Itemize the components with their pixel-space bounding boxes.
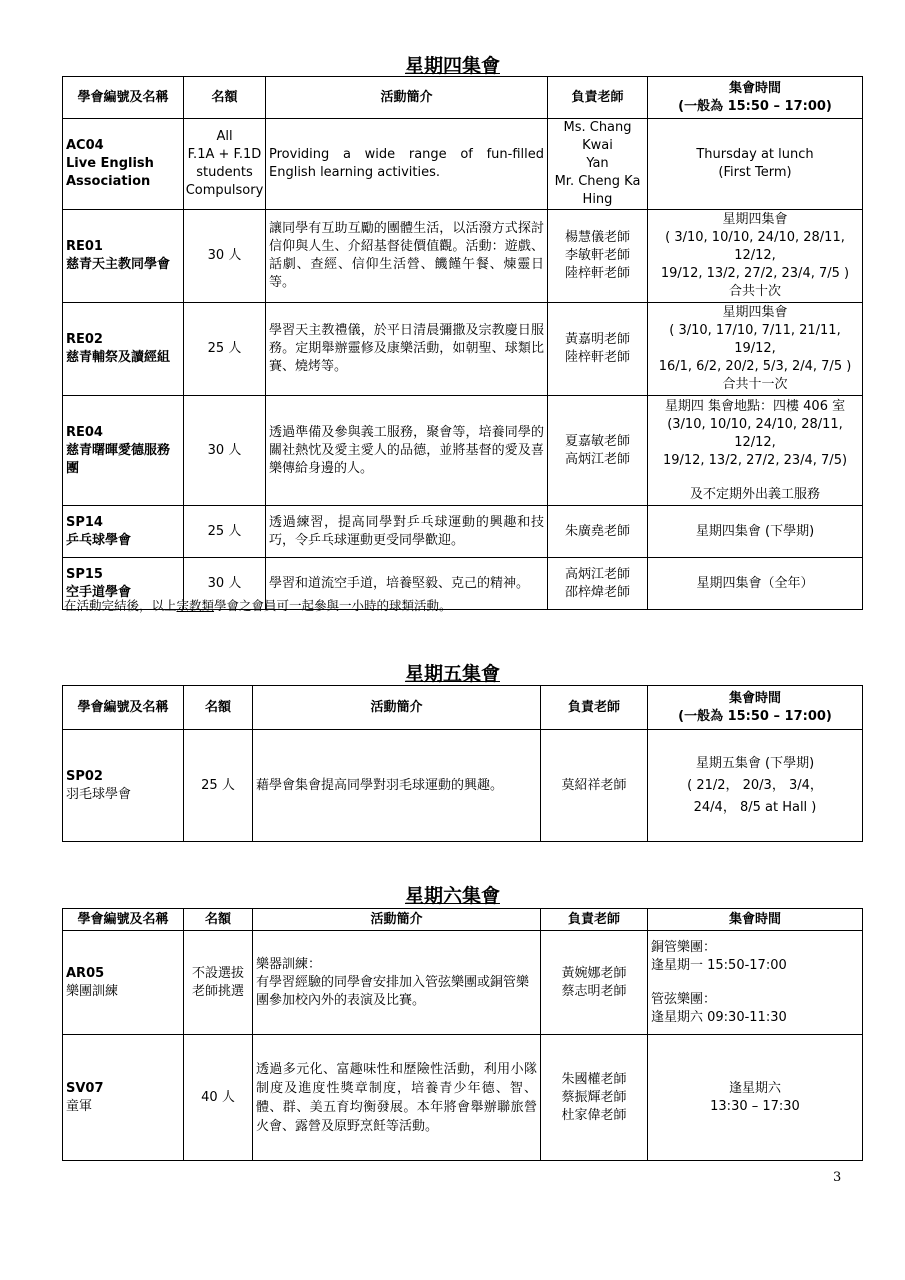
quota-cell: 30 人 [184, 210, 266, 303]
time-line: 管弦樂團： [651, 991, 717, 1007]
note-text: 在活動完結後，以上 [64, 598, 177, 613]
time-line: 13:30 – 17:30 [710, 1098, 800, 1114]
club-cell [63, 119, 184, 210]
time-cell [648, 119, 863, 210]
table-row [63, 396, 863, 506]
club-code: SP15 [66, 566, 103, 582]
time-line: ( 3/10, 10/10, 24/10, 28/11, 12/12, [665, 230, 845, 263]
intro-cell [253, 931, 541, 1035]
header-code-name: 學會編號及名稱 [63, 77, 184, 119]
header-intro: 活動簡介 [253, 686, 541, 730]
time-line: 星期四 集會地點：四樓 406 室 [664, 398, 846, 414]
time-cell [648, 210, 863, 303]
header-teacher: 負責老師 [548, 77, 648, 119]
teacher-line: 蔡志明老師 [561, 983, 627, 999]
table-row [63, 210, 863, 303]
time-cell [648, 931, 863, 1035]
club-cell [63, 303, 184, 396]
teacher-line: Hing [582, 192, 613, 207]
table-row [63, 1035, 863, 1161]
thursday-note [64, 598, 452, 614]
teacher-line: 陸梓軒老師 [564, 350, 630, 365]
time-line: 19/12, 13/2, 27/2, 23/4, 7/5 ) [660, 266, 850, 281]
header-quota: 名額 [184, 686, 253, 730]
teacher-cell [541, 931, 648, 1035]
header-teacher: 負責老師 [541, 909, 648, 931]
time-cell [648, 558, 863, 610]
time-line: 24/4， 8/5 at Hall ) [693, 799, 817, 815]
intro-line: 有學習經驗的同學會安排加入管弦樂團或銅管樂團參加校內外的表演及比賽。 [256, 974, 530, 1008]
intro-cell: 讓同學有互助互勵的團體生活，以活潑方式探討信仰與人生、介紹基督徒價值觀。活動：遊戲、話劇、查經、信仰生活營、饑饉午餐、煉靈日等。 [266, 210, 548, 303]
teacher-line: 楊慧儀老師 [564, 230, 630, 245]
club-code: AR05 [66, 965, 105, 981]
teacher-line: 杜家偉老師 [561, 1107, 627, 1123]
time-cell [648, 1035, 863, 1161]
saturday-table [62, 908, 863, 1161]
time-line: (3/10, 10/10, 24/10, 28/11, 12/12, [667, 416, 843, 450]
quota-cell: 25 人 [184, 303, 266, 396]
club-code: SP02 [66, 768, 103, 784]
club-cell [63, 506, 184, 558]
header-quota: 名額 [184, 77, 266, 119]
teacher-line: 黃嘉明老師 [564, 332, 630, 347]
thursday-title: 星期四集會 [404, 55, 500, 77]
thursday-table [62, 76, 863, 610]
header-time-label: 集會時間 [728, 80, 781, 96]
club-name-line: Live English [66, 156, 154, 171]
time-cell [648, 396, 863, 506]
quota-cell [184, 931, 253, 1035]
header-code-name: 學會編號及名稱 [63, 686, 184, 730]
time-line: 合共十次 [728, 284, 781, 299]
teacher-line: 邵梓煒老師 [564, 584, 630, 600]
table-row [63, 119, 863, 210]
time-line: 銅管樂團： [651, 939, 717, 955]
header-code-name: 學會編號及名稱 [63, 909, 184, 931]
quota-line: F.1A + F.1D [187, 147, 262, 162]
intro-cell: 透過練習，提高同學對乒乓球運動的興趣和技巧，令乒乓球運動更受同學歡迎。 [266, 506, 548, 558]
time-line: ( 21/2， 20/3， 3/4， [687, 777, 823, 793]
club-cell [63, 931, 184, 1035]
quota-cell: 30 人 [184, 558, 266, 610]
quota-cell: 25 人 [184, 506, 266, 558]
header-time [648, 686, 863, 730]
header-teacher: 負責老師 [541, 686, 648, 730]
time-line: ( 3/10, 17/10, 7/11, 21/11, 19/12, [669, 323, 841, 356]
quota-line: students [196, 165, 253, 180]
teacher-cell [548, 506, 648, 558]
header-time-label: 集會時間 [728, 690, 781, 706]
club-name: 童軍 [66, 1098, 93, 1114]
time-line: 逢星期一 15:50-17:00 [651, 957, 787, 973]
club-name: 慈青天主教同學會 [66, 257, 171, 272]
teacher-line: 黃婉娜老師 [561, 965, 627, 981]
spacer [651, 975, 859, 991]
table-header-row [63, 686, 863, 730]
time-line: 16/1, 6/2, 20/2, 5/3, 2/4, 7/5 ) [658, 359, 852, 374]
club-code: SV07 [66, 1080, 104, 1096]
teacher-line: 高炳江老師 [564, 566, 630, 582]
club-name-line: Association [66, 174, 151, 189]
club-code: RE02 [66, 332, 103, 347]
club-cell [63, 396, 184, 506]
quota-cell: 40 人 [184, 1035, 253, 1161]
friday-table [62, 685, 863, 842]
club-code: SP14 [66, 514, 103, 530]
header-intro: 活動簡介 [253, 909, 541, 931]
table-row [63, 506, 863, 558]
club-cell [63, 730, 184, 842]
header-time: 集會時間 [648, 909, 863, 931]
club-name: 乒乓球學會 [66, 532, 132, 548]
teacher-cell [548, 119, 648, 210]
time-line: 星期四集會（全年） [696, 575, 814, 591]
time-line: 逢星期六 09:30-11:30 [651, 1009, 787, 1025]
header-time-note: (一般為 15:50 – 17:00) [678, 708, 832, 724]
header-quota: 名額 [184, 909, 253, 931]
time-line: 合共十一次 [722, 377, 788, 392]
club-cell [63, 1035, 184, 1161]
table-row [63, 730, 863, 842]
quota-cell: 30 人 [184, 396, 266, 506]
note-text: 學會之會員可一起參與一小時的球類活動。 [214, 598, 452, 613]
quota-cell: 25 人 [184, 730, 253, 842]
teacher-line: 陸梓軒老師 [564, 266, 630, 281]
club-name: 羽毛球學會 [66, 786, 132, 802]
teacher-cell [541, 1035, 648, 1161]
note-underline: 宗教類 [176, 598, 215, 613]
club-code: RE01 [66, 239, 103, 254]
time-line: 星期五集會 (下學期) [695, 755, 815, 771]
saturday-title: 星期六集會 [404, 885, 500, 907]
spacer [651, 470, 859, 486]
club-code: RE04 [66, 424, 103, 440]
teacher-line: Ms. Chang Kwai [563, 120, 632, 153]
teacher-cell [548, 303, 648, 396]
teacher-line: 莫紹祥老師 [561, 777, 627, 793]
club-name: 慈青曙暉愛德服務團 [66, 442, 171, 476]
teacher-cell [548, 210, 648, 303]
teacher-line: 朱國權老師 [561, 1071, 627, 1087]
time-cell [648, 506, 863, 558]
teacher-cell [548, 396, 648, 506]
time-line: 星期四集會 [722, 212, 788, 227]
club-name: 慈青輔祭及讀經組 [66, 350, 171, 365]
header-intro: 活動簡介 [266, 77, 548, 119]
club-name: 樂團訓練 [66, 983, 119, 999]
table-header-row [63, 77, 863, 119]
intro-cell: 學習天主教禮儀，於平日清晨彌撒及宗教慶日服務。定期舉辦靈修及康樂活動，如朝聖、球類比賽、燒烤等。 [266, 303, 548, 396]
table-row [63, 931, 863, 1035]
time-line: 星期四集會 [722, 305, 788, 320]
club-code: AC04 [66, 138, 104, 153]
teacher-line: 朱廣堯老師 [564, 523, 630, 539]
teacher-cell [548, 558, 648, 610]
teacher-line: 蔡振輝老師 [561, 1089, 627, 1105]
intro-cell: 透過準備及參與義工服務，聚會等，培養同學的關社熱忱及愛主愛人的品德，並將基督的愛及喜樂傳給身邊的人。 [266, 396, 548, 506]
quota-line: 老師挑選 [191, 983, 244, 999]
quota-line: All [216, 129, 233, 144]
time-cell [648, 303, 863, 396]
teacher-cell [541, 730, 648, 842]
time-line: 星期四集會 (下學期) [695, 523, 815, 539]
table-header-row [63, 909, 863, 931]
header-time-note: (一般為 15:50 – 17:00) [678, 98, 832, 114]
club-name: 空手道學會 [66, 584, 132, 600]
time-line: (First Term) [718, 165, 792, 180]
header-time [648, 77, 863, 119]
quota-line: 不設選拔 [191, 965, 244, 981]
friday-title: 星期五集會 [404, 663, 500, 685]
quota-line: Compulsory [185, 183, 264, 198]
quota-cell [184, 119, 266, 210]
intro-cell: 透過多元化、富趣味性和歷險性活動，利用小隊制度及進度性獎章制度，培養青少年德、智、體、群、美五育均衡發展。本年將會舉辦聯旅營火會、露營及原野烹飪等活動。 [253, 1035, 541, 1161]
teacher-line: 夏嘉敏老師 [564, 433, 630, 449]
time-line: Thursday at lunch [696, 147, 814, 162]
teacher-line: 李敏軒老師 [564, 248, 630, 263]
club-cell [63, 210, 184, 303]
teacher-line: Yan [586, 156, 609, 171]
page-number: 3 [833, 1170, 842, 1185]
time-line: 19/12, 13/2, 27/2, 23/4, 7/5) [662, 452, 848, 468]
intro-cell: 學習和道流空手道，培養堅毅、克己的精神。 [266, 558, 548, 610]
intro-line: 樂器訓練： [256, 956, 322, 972]
intro-cell: 藉學會集會提高同學對羽毛球運動的興趣。 [253, 730, 541, 842]
time-cell [648, 730, 863, 842]
table-row [63, 303, 863, 396]
teacher-line: Mr. Cheng Ka [554, 174, 641, 189]
time-line: 逢星期六 [728, 1080, 781, 1096]
intro-cell: Providing a wide range of fun-filled English learning activities. [266, 119, 548, 210]
time-extra: 及不定期外出義工服務 [689, 486, 820, 502]
teacher-line: 高炳江老師 [564, 451, 630, 467]
